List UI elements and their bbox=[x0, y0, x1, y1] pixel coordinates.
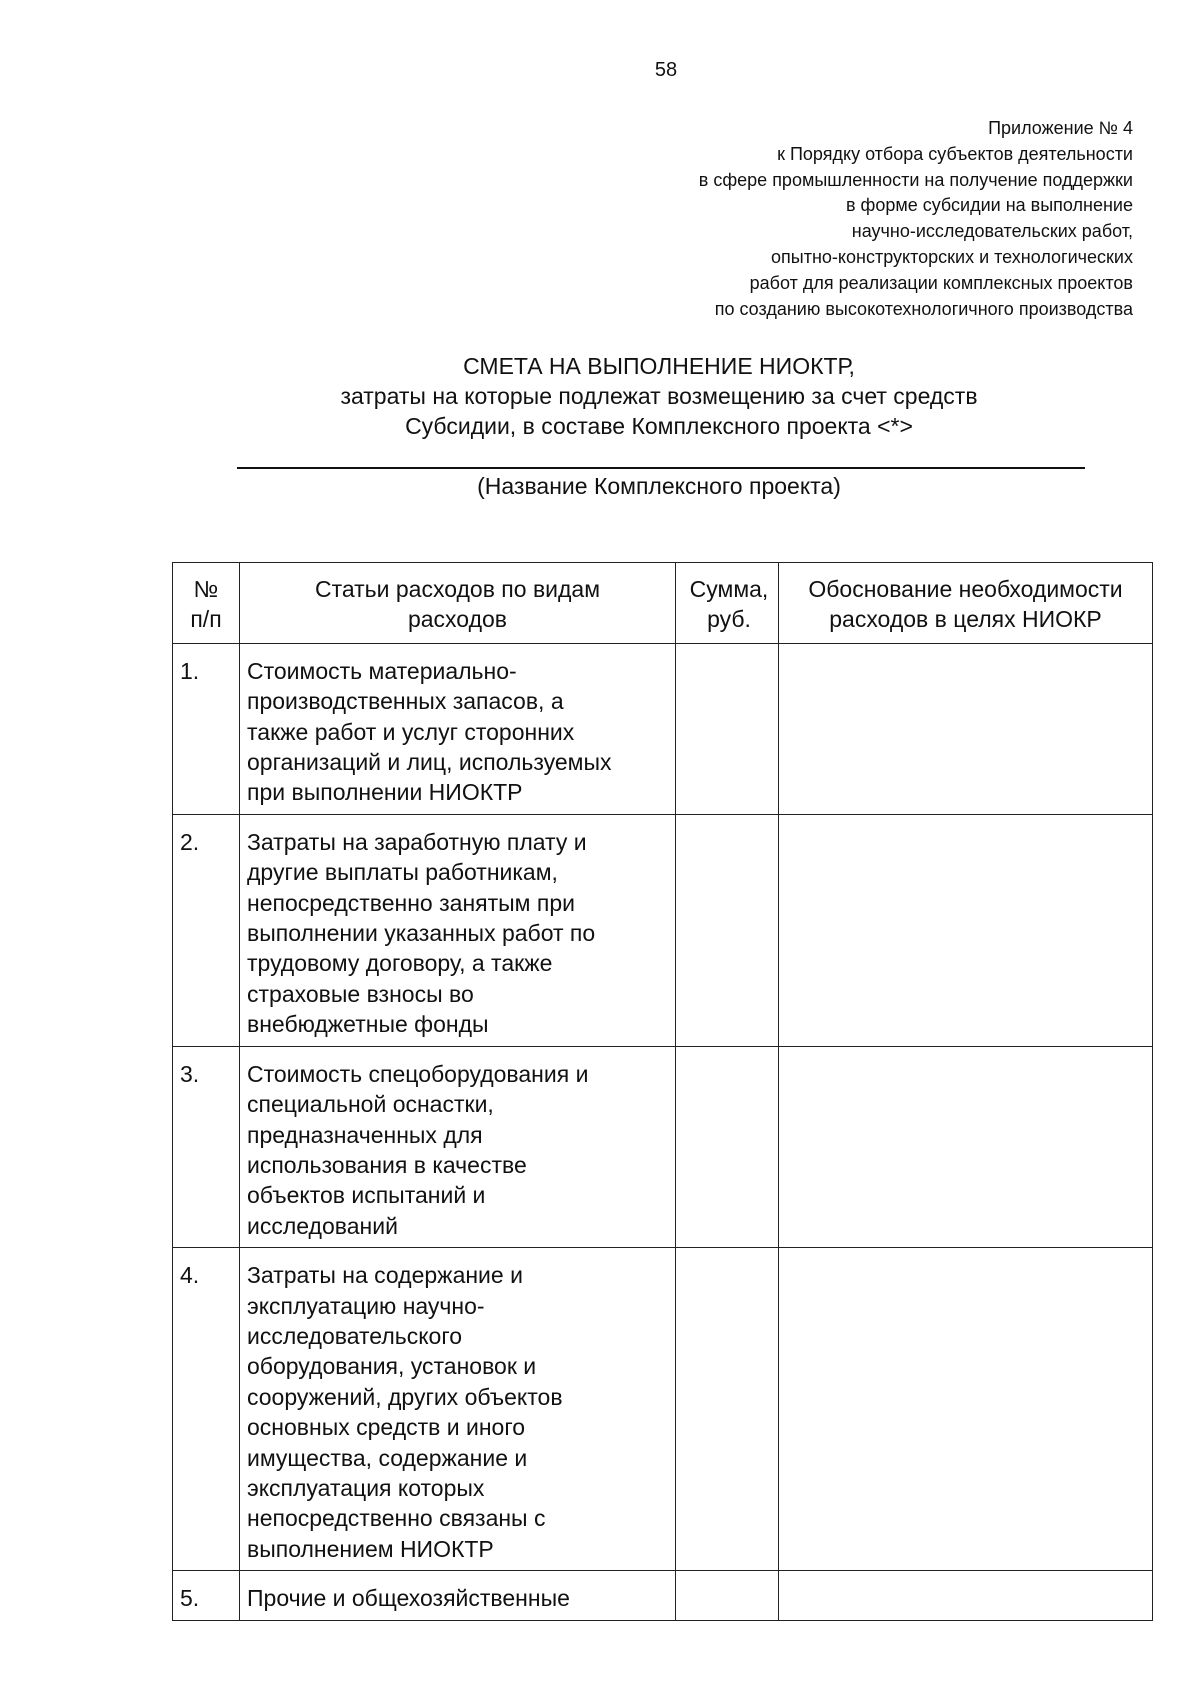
project-name-caption: (Название Комплексного проекта) bbox=[477, 473, 841, 499]
header-justification-line: расходов в целях НИОКР bbox=[829, 606, 1102, 633]
appendix-line: научно-исследовательских работ, bbox=[851, 221, 1133, 242]
row-number: 5. bbox=[173, 1571, 240, 1620]
expense-item-line: внебюджетные фонды bbox=[247, 1011, 489, 1038]
project-name-blank-line bbox=[237, 467, 1085, 469]
header-expense-item bbox=[240, 563, 676, 644]
sum-cell bbox=[676, 814, 779, 1046]
row-number: 3. bbox=[173, 1046, 240, 1247]
expense-item-line: также работ и услуг сторонних bbox=[247, 718, 575, 745]
expense-item-line: эксплуатация которых bbox=[247, 1474, 485, 1501]
expense-item-line: при выполнении НИОКТР bbox=[247, 779, 523, 806]
header-sum bbox=[676, 563, 779, 644]
appendix-reference bbox=[433, 116, 1133, 322]
row-number: 2. bbox=[173, 814, 240, 1046]
expense-item-line: производственных запасов, а bbox=[247, 688, 564, 715]
expense-item-line: Затраты на содержание и bbox=[247, 1262, 523, 1289]
expense-item-line: Затраты на заработную плату и bbox=[247, 828, 587, 855]
appendix-line: Приложение № 4 bbox=[988, 118, 1133, 138]
justification-cell bbox=[779, 1571, 1153, 1620]
justification-cell bbox=[779, 1046, 1153, 1247]
header-number-line: № bbox=[193, 576, 219, 602]
header-sum-line: Сумма, bbox=[689, 576, 769, 602]
appendix-line: в форме субсидии на выполнение bbox=[845, 195, 1133, 216]
table-row bbox=[173, 643, 1153, 814]
expense-item-line: Стоимость материально- bbox=[247, 657, 517, 684]
expense-item-line: выполнением НИОКТР bbox=[247, 1535, 494, 1562]
header-number bbox=[173, 563, 240, 644]
appendix-line: опытно-конструкторских и технологических bbox=[771, 246, 1133, 267]
expense-item-line: оборудования, установок и bbox=[247, 1353, 537, 1380]
page-number: 58 bbox=[654, 59, 678, 81]
sum-cell bbox=[676, 643, 779, 814]
expense-item bbox=[240, 814, 676, 1046]
expense-item-line: Стоимость спецоборудования и bbox=[247, 1060, 589, 1087]
expense-item-line: Прочие и общехозяйственные bbox=[247, 1585, 570, 1612]
header-expense-item-line: расходов bbox=[407, 606, 508, 633]
expense-item-line: имущества, содержание и bbox=[247, 1444, 528, 1471]
table-row bbox=[173, 1248, 1153, 1571]
title-line: Субсидии, в составе Комплексного проекта <*> bbox=[405, 413, 913, 439]
expense-item-line: непосредственно занятым при bbox=[247, 889, 575, 916]
expense-item-line: трудовому договору, а также bbox=[247, 950, 553, 977]
justification-cell bbox=[779, 814, 1153, 1046]
table-row bbox=[173, 1571, 1153, 1620]
expense-item-line: объектов испытаний и bbox=[247, 1182, 486, 1209]
expense-item-line: предназначенных для bbox=[247, 1121, 483, 1148]
header-expense-item-line: Статьи расходов по видам bbox=[314, 576, 601, 602]
expense-item-line: страховые взносы во bbox=[247, 980, 474, 1007]
header-justification bbox=[779, 563, 1153, 644]
expense-item-line: сооружений, других объектов bbox=[247, 1383, 563, 1410]
title-line: затраты на которые подлежат возмещению за счет средств bbox=[340, 383, 978, 409]
expense-item bbox=[240, 1046, 676, 1247]
expense-item-line: исследований bbox=[247, 1212, 398, 1239]
header-sum-line: руб. bbox=[707, 606, 751, 633]
expense-item bbox=[240, 643, 676, 814]
table-row bbox=[173, 1046, 1153, 1247]
justification-cell bbox=[779, 643, 1153, 814]
expense-item-line: использования в качестве bbox=[247, 1151, 527, 1178]
sum-cell bbox=[676, 1571, 779, 1620]
expense-item-line: основных средств и иного bbox=[247, 1414, 526, 1441]
header-number-line: п/п bbox=[190, 606, 222, 633]
row-number: 4. bbox=[173, 1248, 240, 1571]
cost-estimate-table bbox=[172, 562, 1153, 1621]
title-line: СМЕТА НА ВЫПОЛНЕНИЕ НИОКТР, bbox=[463, 353, 855, 379]
expense-item-line: непосредственно связаны с bbox=[247, 1505, 546, 1532]
expense-item-line: другие выплаты работникам, bbox=[247, 859, 558, 886]
expense-item-line: эксплуатацию научно- bbox=[247, 1292, 485, 1319]
expense-item bbox=[240, 1571, 676, 1620]
appendix-line: работ для реализации комплексных проектов bbox=[749, 272, 1133, 293]
expense-item-line: выполнении указанных работ по bbox=[247, 920, 596, 947]
appendix-line: к Порядку отбора субъектов деятельности bbox=[777, 143, 1133, 164]
justification-cell bbox=[779, 1248, 1153, 1571]
appendix-line: в сфере промышленности на получение поддержки bbox=[698, 169, 1133, 190]
appendix-line: по созданию высокотехнологичного производства bbox=[714, 298, 1133, 319]
expense-item-line: организаций и лиц, используемых bbox=[247, 749, 612, 776]
document-title bbox=[0, 351, 1200, 441]
sum-cell bbox=[676, 1248, 779, 1571]
expense-item-line: специальной оснастки, bbox=[247, 1091, 494, 1118]
sum-cell bbox=[676, 1046, 779, 1247]
expense-item-line: исследовательского bbox=[247, 1322, 463, 1349]
table-row bbox=[173, 814, 1153, 1046]
row-number: 1. bbox=[173, 643, 240, 814]
header-justification-line: Обоснование необходимости bbox=[808, 576, 1123, 602]
table-header-row bbox=[173, 563, 1153, 644]
expense-item bbox=[240, 1248, 676, 1571]
